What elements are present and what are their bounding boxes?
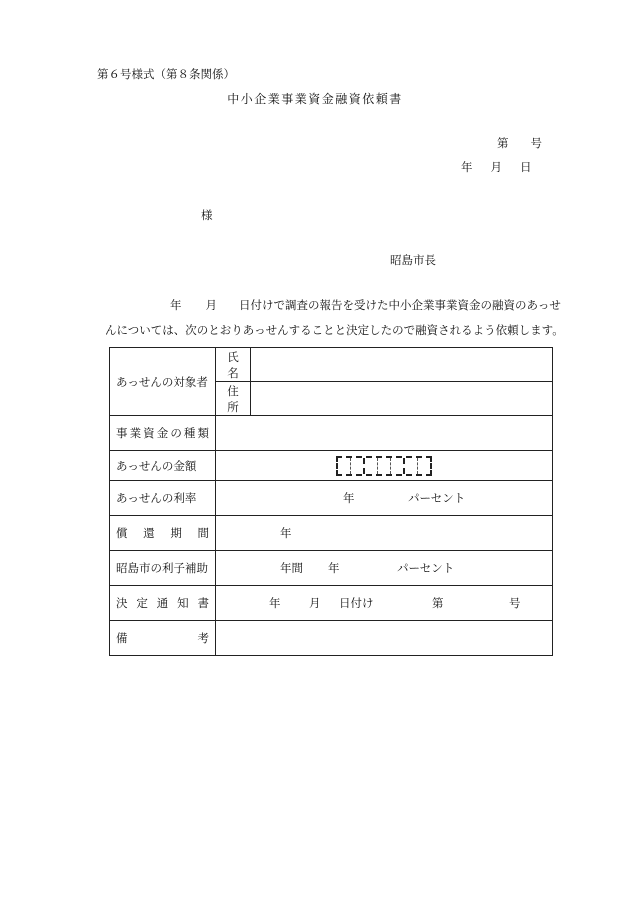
name-label: 氏 名: [216, 348, 251, 382]
notice-dated: 日付け: [339, 596, 374, 610]
addressee-suffix: 様: [201, 208, 213, 222]
notice-dai: 第: [432, 596, 444, 610]
label-char: 書: [197, 596, 209, 610]
fund-type-field[interactable]: [216, 416, 553, 451]
label-char: 償: [116, 526, 128, 540]
label-char: 決: [116, 596, 128, 610]
address-field[interactable]: [251, 382, 553, 416]
digit-box[interactable]: [405, 458, 418, 474]
remarks-text: [116, 630, 209, 646]
amount-label: あっせんの金額: [110, 451, 216, 481]
name-field[interactable]: [251, 348, 553, 382]
label-char: 種: [183, 426, 196, 440]
subsidy-content: [222, 551, 546, 585]
notice-month: 月: [309, 596, 321, 610]
table-row: [110, 516, 553, 551]
repay-year: 年: [280, 526, 292, 540]
subsidy-field[interactable]: [216, 551, 553, 586]
digit-box[interactable]: [338, 458, 351, 474]
document-number-line: [497, 135, 542, 151]
month-label: 月: [490, 160, 502, 174]
rate-label: あっせんの利率: [110, 481, 216, 516]
digit-box[interactable]: [378, 458, 391, 474]
rate-year: 年: [343, 491, 355, 505]
day-label: 日: [520, 160, 532, 174]
document-title: 中小企業事業資金融資依頼書: [227, 92, 403, 106]
target-label: あっせんの対象者: [110, 348, 216, 416]
table-row: [110, 551, 553, 586]
label-char: 業: [129, 426, 142, 440]
remarks-label: [110, 621, 216, 656]
fund-type-label: [110, 416, 216, 451]
remarks-field[interactable]: [216, 621, 553, 656]
repay-text: [116, 525, 209, 541]
subsidy-percent: パーセント: [397, 561, 455, 575]
label-char: 通: [156, 596, 169, 610]
repay-label: [110, 516, 216, 551]
label-char: 定: [136, 596, 148, 610]
table-row: [110, 416, 553, 451]
label-char: 資: [143, 426, 155, 440]
application-table: [109, 347, 553, 656]
table-row: [110, 348, 553, 382]
notice-go: 号: [509, 596, 521, 610]
label-char: の: [170, 426, 182, 440]
fund-type-text: [116, 425, 209, 441]
go-label: 号: [530, 136, 542, 150]
table-row: [110, 481, 553, 516]
rate-field[interactable]: [216, 481, 553, 516]
amount-field[interactable]: [216, 451, 553, 481]
label-char: 知: [177, 596, 189, 610]
label-char: 還: [143, 526, 155, 540]
body-month: 月: [205, 298, 217, 312]
label-char: 間: [197, 526, 209, 540]
label-char: 備: [116, 631, 128, 645]
rate-content: [222, 481, 546, 515]
year-label: 年: [461, 160, 473, 174]
date-line: [461, 159, 532, 175]
table-row: [110, 451, 553, 481]
label-char: 考: [197, 631, 209, 645]
repay-content: [222, 516, 546, 550]
form-number-label: 第６号様式（第８条関係）: [97, 67, 235, 81]
body-text-line1: [170, 297, 561, 313]
digit-box[interactable]: [365, 458, 378, 474]
rate-percent: パーセント: [408, 491, 466, 505]
subsidy-year: 年: [328, 561, 340, 575]
sender-name: 昭島市長: [390, 253, 436, 267]
subsidy-label: 昭島市の利子補助: [110, 551, 216, 586]
digit-box[interactable]: [418, 458, 430, 474]
amount-digit-boxes: [222, 456, 546, 476]
notice-label: [110, 586, 216, 621]
body-text-line2: んについては、次のとおりあっせんすることと決定したので融資されるよう依頼します。: [105, 323, 564, 337]
address-label: 住 所: [216, 382, 251, 416]
notice-year: 年: [269, 596, 281, 610]
table-row: [110, 621, 553, 656]
label-char: 類: [197, 426, 209, 440]
label-char: 金: [156, 426, 169, 440]
repay-field[interactable]: [216, 516, 553, 551]
body-text-rest: 日付けで調査の報告を受けた中小企業事業資金の融資のあっせ: [239, 298, 561, 312]
dai-label: 第: [497, 136, 509, 150]
subsidy-years: 年間: [280, 561, 303, 575]
table-row: [110, 586, 553, 621]
label-char: 事: [116, 426, 128, 440]
digit-box[interactable]: [351, 458, 365, 474]
label-char: 期: [170, 526, 182, 540]
digit-box[interactable]: [391, 458, 405, 474]
body-year: 年: [170, 298, 182, 312]
notice-text: [116, 595, 209, 611]
amount-digits: [336, 456, 432, 476]
notice-field[interactable]: [216, 586, 553, 621]
notice-content: [222, 586, 546, 620]
